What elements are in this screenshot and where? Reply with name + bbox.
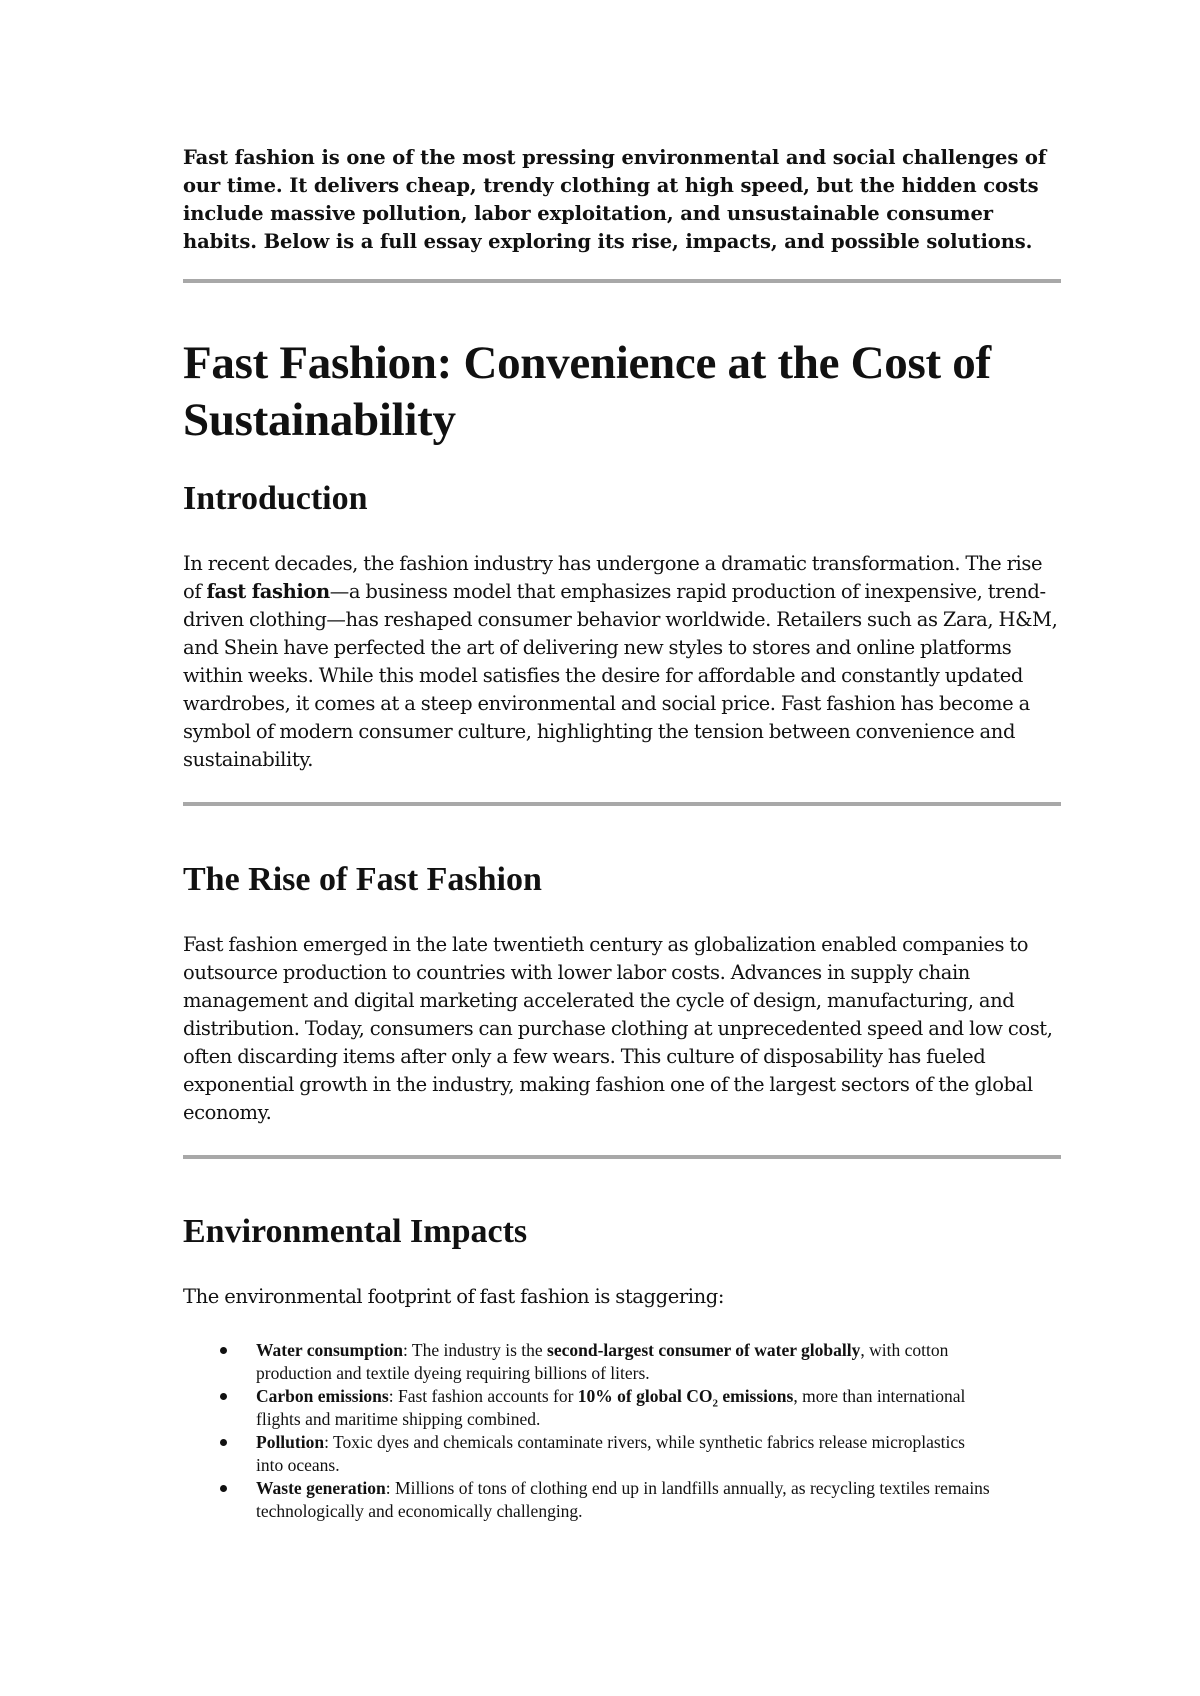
heading-environmental: Environmental Impacts xyxy=(183,1213,528,1250)
intro-text-start: In recent decades, the fashion industry has undergone a dramatic transformation. The rise of xyxy=(183,552,1043,603)
subscript: 2 xyxy=(712,1397,718,1410)
bullet-text: , with cotton production and textile dyeing requiring billions of liters. xyxy=(256,1340,949,1383)
horizontal-rule xyxy=(183,802,1061,806)
bullet-emphasis-text: 10% of global CO xyxy=(577,1386,713,1406)
bullet-emphasis: second-largest consumer of water globally xyxy=(547,1340,861,1360)
bullet-text: : The industry is the xyxy=(402,1340,548,1360)
paragraph-environmental-lead: The environmental footprint of fast fashion is staggering: xyxy=(183,1285,724,1308)
bullet-text: : Toxic dyes and chemicals contaminate rivers, while synthetic fabrics release microplastics into oceans. xyxy=(256,1432,965,1475)
document-content xyxy=(183,144,1063,1523)
list-item xyxy=(256,1477,991,1523)
bullet-term: Carbon emissions xyxy=(256,1386,389,1406)
intro-bold-term: fast fashion xyxy=(206,580,330,603)
essay-title: Fast Fashion: Convenience at the Cost of Sustainability xyxy=(183,337,991,446)
paragraph-rise: Fast fashion emerged in the late twentieth century as globalization enabled companies to outsource production to countries with lower labor costs. Advances in supply chain management and digital marketing accelerated the cycle of design, manufacturing, and distribution. Today, consumers can purchase clothing at unprecedented speed and low cost, often discarding items after only a few wears. This culture of disposability has fueled exponential growth in the industry, making fashion one of the largest sectors of the global economy. xyxy=(183,933,1053,1124)
list-item xyxy=(256,1385,991,1431)
bullet-icon xyxy=(220,1347,227,1354)
bullet-term: Water consumption xyxy=(256,1340,403,1360)
list-item xyxy=(256,1431,991,1477)
intro-text-rest: —a business model that emphasizes rapid production of inexpensive, trend-driven clothing—has reshaped consumer behavior worldwide. Retailers such as Zara, H&M, and Shein have perfected the art of delivering new styles to stores and online platforms within weeks. While this model satisfies the desire for affordable and constantly updated wardrobes, it comes at a steep environmental and social price. Fast fashion has become a symbol of modern consumer culture, highlighting the tension between convenience and sustainability. xyxy=(183,580,1058,771)
bullet-emphasis xyxy=(577,1386,794,1410)
bullet-icon xyxy=(220,1485,227,1492)
heading-rise: The Rise of Fast Fashion xyxy=(183,861,542,898)
bullet-text: , more than international flights and maritime shipping combined. xyxy=(256,1386,966,1429)
bullet-term: Pollution xyxy=(256,1432,325,1452)
bullet-text: : Millions of tons of clothing end up in landfills annually, as recycling textiles remains technologically and economically challenging. xyxy=(256,1478,990,1521)
paragraph-introduction xyxy=(183,550,1063,774)
impact-list xyxy=(183,1339,991,1523)
heading-introduction: Introduction xyxy=(183,480,368,517)
bullet-emphasis-text: emissions xyxy=(717,1386,794,1406)
horizontal-rule xyxy=(183,1155,1061,1159)
list-item xyxy=(256,1339,991,1385)
bullet-icon xyxy=(220,1439,227,1446)
bullet-icon xyxy=(220,1393,227,1400)
bullet-term: Waste generation xyxy=(256,1478,386,1498)
bullet-text: : Fast fashion accounts for xyxy=(388,1386,578,1406)
intro-summary: Fast fashion is one of the most pressing environmental and social challenges of our time. It delivers cheap, trendy clothing at high speed, but the hidden costs include massive pollution, labor exploitation, and unsustainable consumer habits. Below is a full essay exploring its rise, impacts, and possible solutions. xyxy=(183,146,1047,253)
horizontal-rule xyxy=(183,279,1061,283)
